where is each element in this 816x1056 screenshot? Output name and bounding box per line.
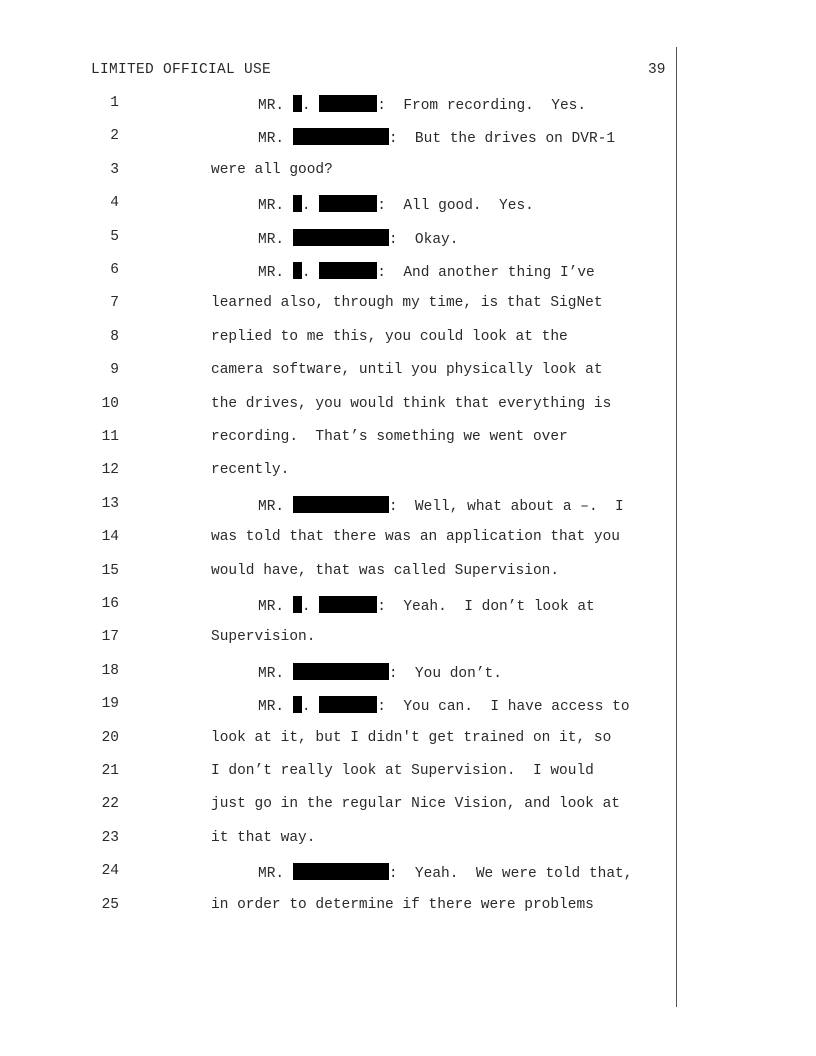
line-number: 10 — [101, 395, 119, 412]
transcript-line — [0, 162, 680, 186]
speaker-prefix: MR. — [258, 198, 293, 215]
line-number: 14 — [101, 529, 119, 546]
transcript-line — [0, 763, 680, 787]
redaction-name — [293, 229, 389, 246]
transcript-line — [0, 329, 680, 353]
line-number: 22 — [101, 796, 119, 813]
transcript-line — [0, 462, 680, 486]
transcript-line — [0, 496, 680, 520]
redaction-surname — [319, 195, 377, 212]
continuation-line: replied to me this, you could look at the — [211, 328, 568, 345]
speaker-prefix: MR. — [258, 699, 293, 716]
transcript-line — [0, 629, 680, 653]
transcript-line — [0, 730, 680, 754]
speaker-line — [258, 95, 586, 114]
transcript-line — [0, 396, 680, 420]
line-number: 8 — [110, 328, 119, 345]
transcript-line — [0, 95, 680, 119]
transcript-line — [0, 663, 680, 687]
speaker-line — [258, 696, 630, 715]
line-number: 24 — [101, 863, 119, 880]
line-number: 6 — [110, 262, 119, 278]
speech-text: : And another thing I’ve — [377, 265, 595, 281]
transcript-line — [0, 195, 680, 219]
line-number: 7 — [110, 295, 119, 312]
continuation-line: it that way. — [211, 829, 316, 846]
line-number: 21 — [101, 763, 119, 779]
line-number: 12 — [101, 462, 119, 479]
speaker-prefix: MR. — [258, 131, 293, 148]
redaction-name — [293, 128, 389, 145]
line-number: 23 — [101, 829, 119, 846]
redaction-name — [293, 863, 389, 880]
line-number: 19 — [101, 696, 119, 713]
continuation-line: the drives, you would think that everything is — [211, 395, 612, 412]
continuation-line: Supervision. — [211, 629, 316, 646]
speaker-prefix: MR. — [258, 265, 293, 281]
initial-separator: . — [301, 599, 320, 615]
line-number: 25 — [101, 896, 119, 913]
continuation-line: camera software, until you physically look at — [211, 362, 603, 379]
redaction-initial — [293, 696, 302, 713]
speaker-line — [258, 863, 632, 882]
line-number: 5 — [110, 228, 119, 245]
transcript-line — [0, 229, 680, 253]
speech-text: : Yeah. I don’t look at — [377, 599, 595, 615]
page-number: 39 — [648, 62, 666, 78]
redaction-initial — [293, 596, 302, 613]
continuation-line: recently. — [211, 462, 290, 479]
redaction-initial — [293, 262, 302, 279]
transcript-line — [0, 262, 680, 286]
line-number: 17 — [101, 629, 119, 646]
transcript-line — [0, 429, 680, 453]
initial-separator: . — [301, 98, 320, 114]
transcript-line — [0, 863, 680, 887]
transcript-line — [0, 596, 680, 620]
continuation-line: just go in the regular Nice Vision, and look at — [211, 796, 620, 813]
redaction-name — [293, 663, 389, 680]
transcript-line — [0, 563, 680, 587]
redaction-surname — [319, 95, 377, 112]
speaker-line — [258, 663, 502, 682]
speaker-line — [258, 262, 595, 281]
transcript-line — [0, 295, 680, 319]
redaction-initial — [293, 95, 302, 112]
initial-separator: . — [301, 699, 320, 716]
speaker-prefix: MR. — [258, 599, 293, 615]
continuation-line: was told that there was an application that you — [211, 529, 620, 546]
redaction-surname — [319, 596, 377, 613]
speaker-prefix: MR. — [258, 866, 293, 883]
speech-text: : You can. I have access to — [377, 699, 630, 716]
line-number: 13 — [101, 495, 119, 512]
speech-text: : Okay. — [388, 231, 459, 248]
speech-text: : All good. Yes. — [377, 198, 534, 215]
transcript-line — [0, 362, 680, 386]
speaker-prefix: MR. — [258, 665, 293, 682]
speaker-line — [258, 229, 458, 248]
transcript-line — [0, 796, 680, 820]
speaker-prefix: MR. — [258, 98, 293, 114]
classification-header: LIMITED OFFICIAL USE — [91, 62, 272, 78]
line-number: 15 — [101, 562, 119, 579]
transcript-line — [0, 529, 680, 553]
continuation-line: look at it, but I didn't get trained on it, so — [211, 729, 612, 746]
continuation-line: I don’t really look at Supervision. I would — [211, 763, 594, 779]
line-number: 4 — [110, 195, 119, 212]
continuation-line: were all good? — [211, 161, 333, 178]
continuation-line: would have, that was called Supervision. — [211, 562, 560, 579]
speaker-line — [258, 195, 534, 214]
line-number: 9 — [110, 362, 119, 379]
speech-text: : But the drives on DVR-1 — [388, 131, 616, 148]
continuation-line: in order to determine if there were problems — [211, 896, 594, 913]
speaker-line — [258, 596, 595, 615]
redaction-surname — [319, 262, 377, 279]
transcript-line — [0, 830, 680, 854]
continuation-line: learned also, through my time, is that SigNet — [211, 295, 603, 312]
speech-text: : Yeah. We were told that, — [388, 866, 633, 883]
speaker-line — [258, 128, 615, 147]
transcript-line — [0, 897, 680, 921]
speech-text: : You don’t. — [388, 665, 502, 682]
speaker-line — [258, 496, 624, 515]
line-number: 1 — [110, 95, 119, 111]
initial-separator: . — [301, 265, 320, 281]
redaction-surname — [319, 696, 377, 713]
initial-separator: . — [301, 198, 320, 215]
line-number: 18 — [101, 662, 119, 679]
line-number: 11 — [101, 429, 119, 445]
line-number: 20 — [101, 729, 119, 746]
transcript-line — [0, 128, 680, 152]
continuation-line: recording. That’s something we went over — [211, 429, 568, 445]
speech-text: : Well, what about a –. I — [388, 498, 624, 515]
transcript-line — [0, 696, 680, 720]
redaction-name — [293, 496, 389, 513]
speech-text: : From recording. Yes. — [377, 98, 587, 114]
line-number: 16 — [101, 596, 119, 612]
speaker-prefix: MR. — [258, 498, 293, 515]
line-number: 3 — [110, 161, 119, 178]
line-number: 2 — [110, 128, 119, 145]
speaker-prefix: MR. — [258, 231, 293, 248]
redaction-initial — [293, 195, 302, 212]
